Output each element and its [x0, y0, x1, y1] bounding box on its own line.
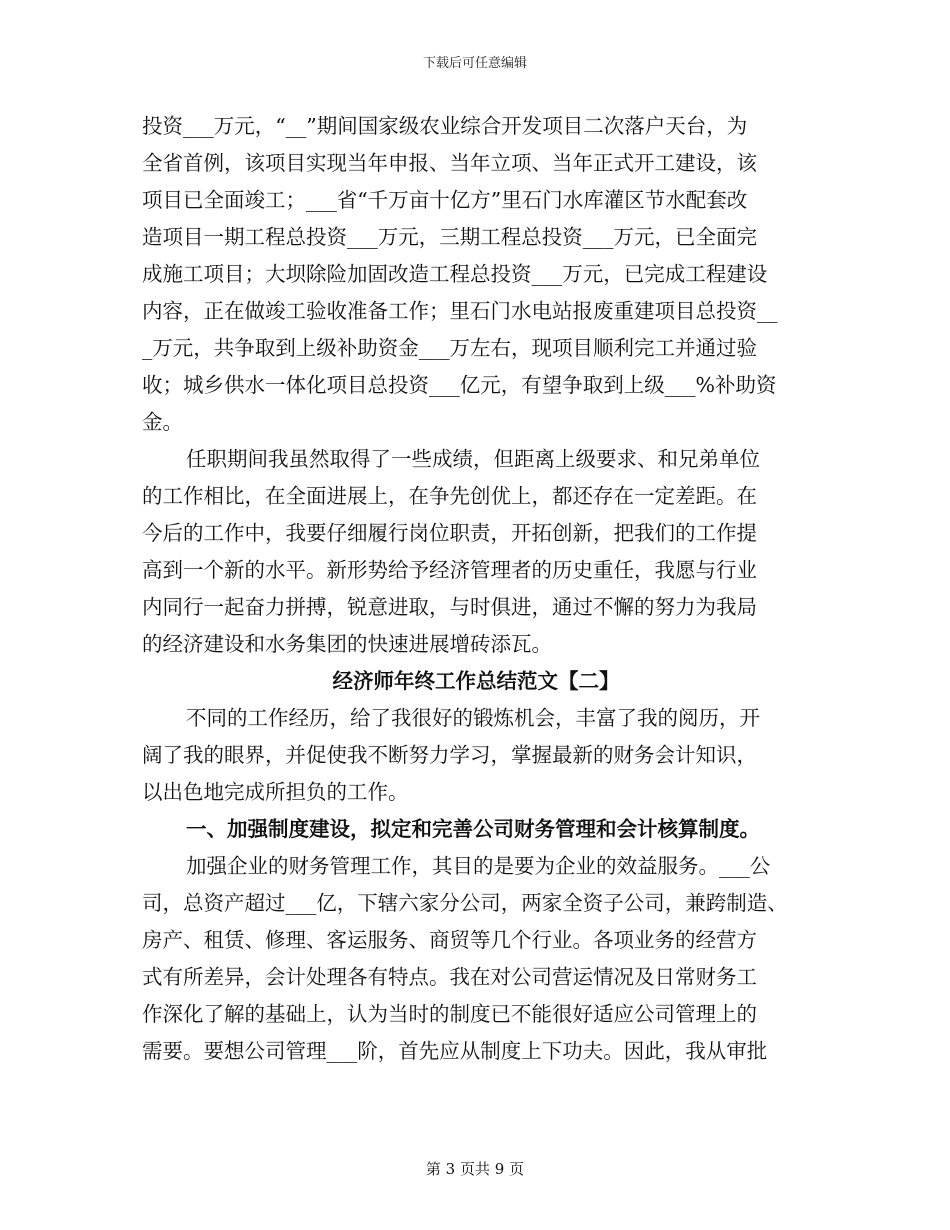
text-line: 全省首例，该项目实现当年申报、当年立项、当年正式开工建设，该: [142, 151, 757, 175]
text-line: _万元，共争取到上级补助资金___万左右，现项目顺利完工并通过验: [142, 336, 757, 360]
text-line: 高到一个新的水平。新形势给予经济管理者的历史重任，我愿与行业: [142, 558, 757, 582]
text-line: 收；城乡供水一体化项目总投资___亿元，有望争取到上级___%补助资: [142, 373, 777, 397]
text-line: 阔了我的眼界，并促使我不断努力学习，掌握最新的财务会计知识，: [142, 743, 757, 767]
page-header: 下载后可任意编辑: [422, 56, 527, 71]
text-line: 的经济建设和水务集团的快速进展增砖添瓦。: [142, 632, 552, 656]
text-line: 式有所差异，会计处理各有特点。我在对公司营运情况及日常财务工: [142, 965, 757, 989]
text-line: 任职期间我虽然取得了一些成绩，但距离上级要求、和兄弟单位: [186, 447, 760, 471]
paragraph: [142, 848, 810, 1070]
text-line: 加强企业的财务管理工作，其目的是要为企业的效益服务。___公: [186, 854, 771, 878]
text-line: 内容，正在做竣工验收准备工作；里石门水电站报废重建项目总投资__: [142, 299, 778, 323]
paragraph: [142, 441, 810, 663]
text-line: 今后的工作中，我要仔细履行岗位职责，开拓创新，把我们的工作提: [142, 521, 757, 545]
page-footer: 第 3 页共 9 页: [425, 1160, 525, 1178]
document-body: [142, 108, 810, 1070]
text-line: 项目已全面竣工；___省“千万亩十亿方”里石门水库灌区节水配套改: [142, 188, 748, 212]
text-line: 作深化了解的基础上，认为当时的制度已不能很好适应公司管理上的: [142, 1002, 757, 1026]
section-title: 经济师年终工作总结范文【二】: [332, 669, 620, 693]
text-line: 成施工项目；大坝除险加固改造工程总投资___万元，已完成工程建设: [142, 262, 768, 286]
text-line: 金。: [142, 410, 183, 434]
text-line: 的工作相比，在全面进展上，在争先创优上，都还存在一定差距。在: [142, 484, 757, 508]
paragraph: [142, 700, 810, 811]
text-line: 需要。要想公司管理___阶，首先应从制度上下功夫。因此，我从审批: [142, 1039, 768, 1063]
text-line: 不同的工作经历，给了我很好的锻炼机会，丰富了我的阅历，开: [186, 706, 760, 730]
text-line: 房产、租赁、修理、客运服务、商贸等几个行业。各项业务的经营方: [142, 928, 757, 952]
paragraph: [142, 108, 810, 441]
text-line: 投资___万元，“__”期间国家级农业综合开发项目二次落户天台，为: [142, 114, 748, 138]
text-line: 司，总资产超过___亿，下辖六家分公司，两家全资子公司，兼跨制造、: [142, 891, 788, 915]
sub-heading: 一、加强制度建设，拟定和完善公司财务管理和会计核算制度。: [186, 817, 760, 841]
text-line: 内同行一起奋力拼搏，锐意进取，与时俱进，通过不懈的努力为我局: [142, 595, 757, 619]
text-line: 以出色地完成所担负的工作。: [142, 780, 409, 804]
text-line: 造项目一期工程总投资___万元，三期工程总投资___万元，已全面完: [142, 225, 757, 249]
